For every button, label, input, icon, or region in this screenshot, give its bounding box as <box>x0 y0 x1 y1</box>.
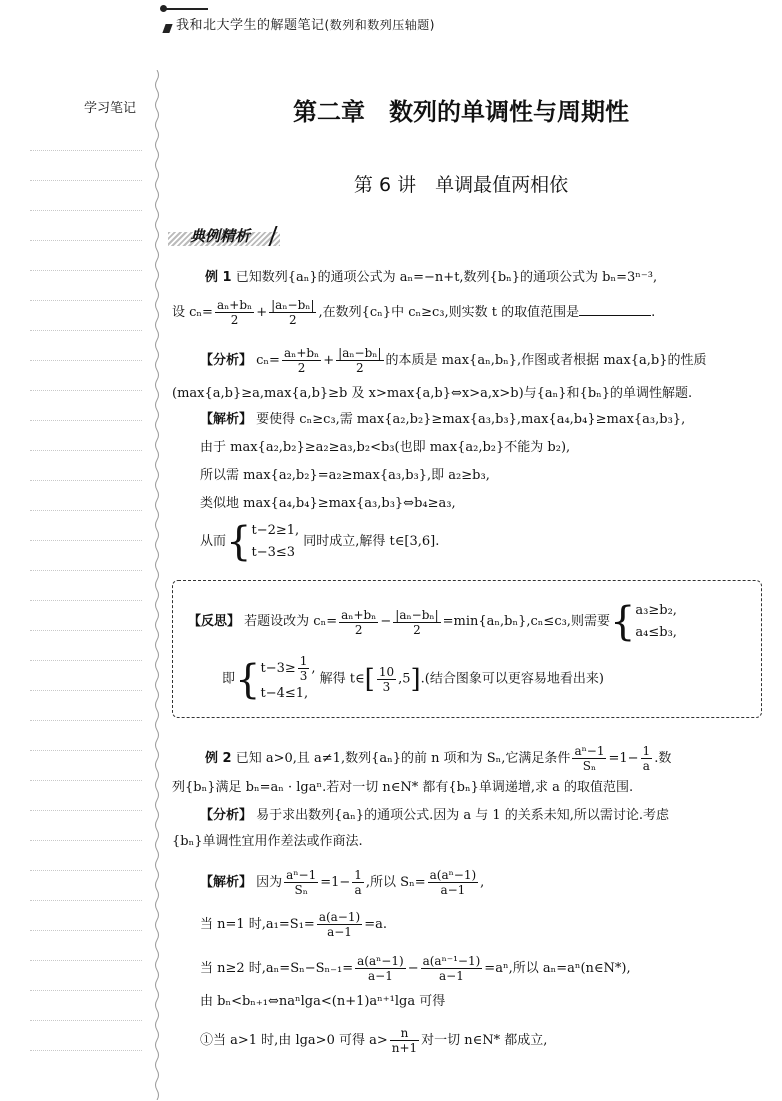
example-1-solution-line-3: 所以需 max{a₂,b₂}=a₂≥max{a₃,b₃},即 a₂≥b₃, <box>200 468 490 483</box>
numerator: aₙ+bₙ <box>216 298 253 312</box>
header-rule <box>164 8 208 10</box>
note-line <box>30 630 142 631</box>
book-subtitle: (数列和数列压轴题) <box>324 18 435 32</box>
example-2-line-2: 列{bₙ}满足 bₙ=aₙ · lgaⁿ.若对一切 n∈N* 都有{bₙ}单调递增,求 a 的取值范围. <box>172 780 634 795</box>
fraction <box>641 744 653 773</box>
example-2-analysis-line-2: {bₙ}单调性宜用作差法或作商法. <box>172 834 363 849</box>
lecture-title: 第 6 讲 单调最值两相依 <box>353 174 569 196</box>
note-line <box>30 1020 142 1021</box>
example-2-solution-line-4: 由 bₙ<bₙ₊₁⇔naⁿlga<(n+1)aⁿ⁺¹lga 可得 <box>200 994 446 1009</box>
text: 当 n=1 时,a₁=S₁= <box>200 917 315 932</box>
text: , <box>311 661 316 676</box>
example-1-line-2 <box>172 298 655 327</box>
note-line <box>30 480 142 481</box>
book-title: 我和北大学生的解题笔记 <box>176 18 325 33</box>
denominator: a−1 <box>439 969 464 983</box>
left-brace: { <box>609 599 636 645</box>
denominator: Sₙ <box>294 883 308 897</box>
example-1-text: 已知数列{aₙ}的通项公式为 aₙ=−n+t,数列{bₙ}的通项公式为 bₙ=3ⁿ⁻³, <box>235 270 658 285</box>
denominator: 2 <box>413 622 421 637</box>
example-1-analysis-line-2: (max{a,b}≥a,max{a,b}≥b 及 x>max{a,b}⇔x>a,x>b)与{aₙ}和{bₙ}的单调性解题. <box>172 386 693 401</box>
denominator: a−1 <box>327 925 352 939</box>
numerator: aₙ+bₙ <box>341 607 377 622</box>
numerator: a(aⁿ−1) <box>429 868 477 882</box>
fraction <box>298 654 310 683</box>
fraction <box>336 346 383 375</box>
note-line <box>30 270 142 271</box>
text: ①当 a>1 时,由 lga>0 可得 a> <box>200 1033 388 1048</box>
fraction <box>215 298 254 327</box>
note-line <box>30 240 142 241</box>
fraction <box>269 298 316 327</box>
note-line <box>30 720 142 721</box>
example-1-analysis-line-1 <box>200 346 706 375</box>
text: cₙ= <box>256 353 280 368</box>
text: =aⁿ,所以 aₙ=aⁿ(n∈N*), <box>484 961 631 976</box>
note-line <box>30 990 142 991</box>
denominator: a−1 <box>367 969 393 983</box>
operator: − <box>380 614 392 629</box>
note-line <box>30 420 142 421</box>
example-2-line-1 <box>205 744 671 773</box>
note-line <box>30 540 142 541</box>
denominator: 3 <box>299 669 308 683</box>
inequality-system <box>260 654 315 705</box>
denominator: 2 <box>356 361 364 375</box>
text: 对一切 n∈N* 都成立, <box>421 1033 548 1048</box>
text: 解得 t∈ <box>319 671 365 687</box>
operator: + <box>323 353 335 368</box>
note-line <box>30 450 142 451</box>
margin-wavy-border <box>154 70 160 1100</box>
numerator: a(aⁿ⁻¹−1) <box>422 954 481 968</box>
example-2-solution-line-1 <box>200 868 484 897</box>
denominator: a <box>354 883 362 897</box>
example-1-solution-line-2: 由于 max{a₂,b₂}≥a₂≥a₃,b₂<b₃(也即 max{a₂,b₂}不能为 b₂), <box>200 440 571 455</box>
note-line <box>30 750 142 751</box>
note-line <box>30 330 142 331</box>
note-line <box>30 150 142 151</box>
text: 已知 a>0,且 a≠1,数列{aₙ}的前 n 项和为 Sₙ,它满足条件 <box>235 751 571 766</box>
operator: − <box>407 961 419 976</box>
fraction <box>352 868 364 897</box>
text: ,5 <box>398 671 411 687</box>
reflection-line-2 <box>222 654 604 705</box>
system-row: a₃≥b₂, <box>635 603 677 618</box>
section-title: 典例精析 <box>190 227 251 245</box>
note-line <box>30 360 142 361</box>
numerator: |aₙ−bₙ| <box>395 607 439 622</box>
fraction <box>339 608 378 637</box>
denominator: 2 <box>354 622 363 637</box>
example-2-solution-line-2 <box>200 910 387 939</box>
denominator: 2 <box>230 313 239 327</box>
fraction <box>421 954 483 983</box>
denominator: a <box>642 759 650 773</box>
example-1-label: 例 1 <box>205 270 232 285</box>
note-line <box>30 690 142 691</box>
denominator: a−1 <box>440 883 466 897</box>
numerator: aₙ+bₙ <box>283 346 320 360</box>
example-2-solution-line-5 <box>200 1026 547 1055</box>
text: ,在数列{cₙ}中 cₙ≥c₃,则实数 t 的取值范围是 <box>318 305 580 320</box>
equation-system <box>251 520 299 564</box>
example-2-label: 例 2 <box>205 751 232 766</box>
fraction <box>428 868 479 897</box>
denominator: n+1 <box>391 1041 418 1055</box>
fraction <box>390 1026 419 1055</box>
example-2-analysis-line-1 <box>200 806 669 826</box>
numerator: a(aⁿ−1) <box>357 954 404 968</box>
note-line <box>30 840 142 841</box>
numerator: aⁿ−1 <box>574 744 605 758</box>
fraction <box>282 346 321 375</box>
note-line <box>30 390 142 391</box>
system-row: a₄≤b₃, <box>635 625 677 640</box>
note-line <box>30 810 142 811</box>
numerator: 1 <box>354 868 362 882</box>
denominator: 2 <box>288 313 297 327</box>
text: =1− <box>608 751 639 766</box>
answer-blank <box>579 315 651 316</box>
fraction <box>572 744 606 773</box>
solution-tag: 【解析】 <box>200 875 253 890</box>
numerator: 1 <box>299 654 308 668</box>
solution-tag: 【解析】 <box>200 412 253 427</box>
text: 当 n≥2 时,aₙ=Sₙ−Sₙ₋₁= <box>200 961 354 976</box>
note-line <box>30 930 142 931</box>
left-brace: { <box>235 656 261 703</box>
text: ,所以 Sₙ= <box>365 875 426 890</box>
denominator: 2 <box>297 361 306 375</box>
analysis-tag: 【分析】 <box>200 353 253 368</box>
note-line <box>30 210 142 211</box>
text: =1− <box>320 875 351 890</box>
numerator: 10 <box>378 665 395 679</box>
running-header <box>176 14 435 33</box>
example-1-solution-line-1 <box>200 410 685 430</box>
chapter-title: 第二章 数列的单调性与周期性 <box>293 98 629 126</box>
fraction <box>284 868 318 897</box>
denominator: 3 <box>382 680 391 694</box>
text: 的本质是 max{aₙ,bₙ},作图或者根据 max{a,b}的性质 <box>385 353 707 368</box>
text: =a. <box>364 917 387 932</box>
text: 同时成立,解得 t∈[3,6]. <box>303 534 440 549</box>
note-line <box>30 780 142 781</box>
numerator: |aₙ−bₙ| <box>338 346 382 360</box>
text: .数 <box>654 751 672 766</box>
fraction <box>377 665 396 694</box>
fraction <box>393 608 440 637</box>
text: 从而 <box>200 534 227 549</box>
text: 设 cₙ= <box>172 305 213 320</box>
note-line <box>30 570 142 571</box>
analysis-tag: 【分析】 <box>200 808 253 823</box>
header-mark-icon <box>162 24 172 33</box>
text: 要使得 cₙ≥c₃,需 max{a₂,b₂}≥max{a₃,b₃},max{a₄,b₄}≥max{a₃,b₃}, <box>256 412 686 427</box>
left-bracket: [ <box>364 664 375 695</box>
fraction <box>317 910 362 939</box>
numerator: 1 <box>642 744 651 758</box>
note-line <box>30 300 142 301</box>
note-line <box>30 870 142 871</box>
example-1-solution-line-5 <box>200 520 439 564</box>
text: . <box>651 305 656 320</box>
condition-system <box>635 600 677 644</box>
text: , <box>480 875 485 890</box>
note-line <box>30 660 142 661</box>
text: =min{aₙ,bₙ},cₙ≤c₃,则需要 <box>442 614 610 629</box>
reflection-tag: 【反思】 <box>188 614 241 629</box>
text: 易于求出数列{aₙ}的通项公式.因为 a 与 1 的关系未知,所以需讨论.考虑 <box>256 808 670 823</box>
system-row: t−3≤3 <box>251 545 296 560</box>
example-1-line-1 <box>205 268 657 288</box>
example-2-solution-line-3 <box>200 954 631 983</box>
left-brace: { <box>226 519 252 565</box>
note-line <box>30 900 142 901</box>
note-line <box>30 510 142 511</box>
text: t−3≥ <box>260 661 296 676</box>
numerator: aⁿ−1 <box>286 868 317 882</box>
denominator: Sₙ <box>582 759 597 773</box>
numerator: n <box>390 1026 419 1041</box>
text: 即 <box>222 671 236 687</box>
system-row: t−2≥1, <box>251 523 300 538</box>
reflection-line-1 <box>188 600 677 644</box>
text: 若题设改为 cₙ= <box>244 614 338 629</box>
note-line <box>30 600 142 601</box>
system-row <box>260 654 315 683</box>
text: .(结合图象可以更容易地看出来) <box>420 671 604 687</box>
text: 因为 <box>256 875 283 890</box>
fraction <box>355 954 406 983</box>
numerator: a(a−1) <box>318 910 361 924</box>
example-1-solution-line-4: 类似地 max{a₄,b₄}≥max{a₃,b₃}⇔b₄≥a₃, <box>200 496 456 511</box>
operator: + <box>256 305 268 320</box>
note-line <box>30 960 142 961</box>
right-bracket: ] <box>410 664 421 695</box>
sidebar-title: 学习笔记 <box>84 101 137 116</box>
system-row: t−4≤1, <box>260 686 309 701</box>
numerator: |aₙ−bₙ| <box>271 298 315 312</box>
note-line <box>30 1050 142 1051</box>
